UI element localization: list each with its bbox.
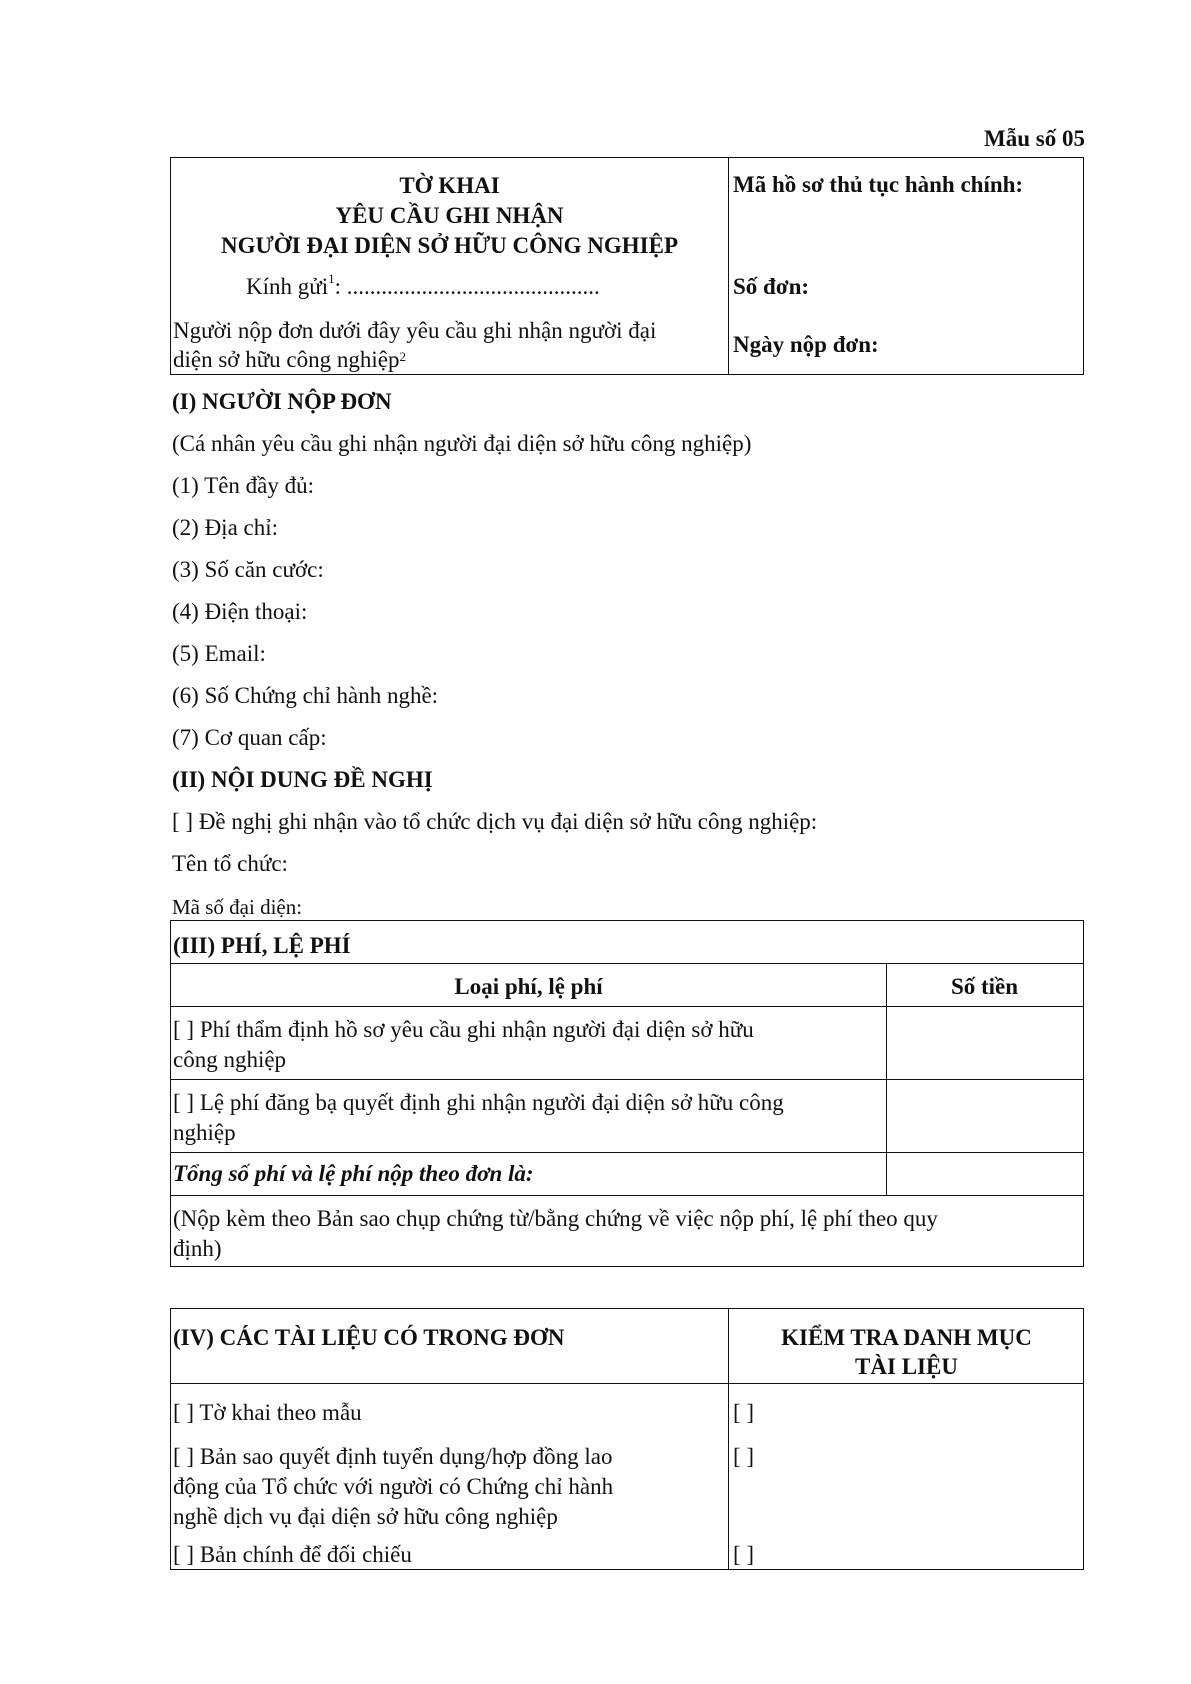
fee-note-line-2: định) [173, 1236, 222, 1261]
addressee-line [246, 271, 600, 300]
field-id-number: (3) Số căn cước: [172, 557, 324, 582]
request-text [173, 316, 656, 374]
header-box [170, 157, 1084, 375]
field-address: (2) Địa chỉ: [172, 515, 279, 540]
fee-note-line-1: (Nộp kèm theo Bản sao chụp chứng từ/bằng chứng về việc nộp phí, lệ phí theo quy [173, 1206, 938, 1231]
addressee-footnote: 1 [328, 271, 335, 286]
field-phone: (4) Điện thoại: [172, 599, 308, 624]
title-line-1: TỜ KHAI [399, 173, 500, 198]
fee-row-1-line-1: [ ] Phí thẩm định hồ sơ yêu cầu ghi nhận người đại diện sở hữu [173, 1017, 754, 1042]
section1-note: (Cá nhân yêu cầu ghi nhận người đại diện sở hữu công nghiệp) [172, 431, 752, 456]
section3-title: (III) PHÍ, LỆ PHÍ [173, 933, 351, 958]
check-title-line-2: TÀI LIỆU [855, 1354, 958, 1379]
addressee-label: Kính gửi [246, 274, 329, 299]
fee-row-2-line-1: [ ] Lệ phí đăng bạ quyết định ghi nhận người đại diện sở hữu công [173, 1090, 784, 1115]
application-no-label: Số đơn: [733, 274, 810, 299]
field-issuing-authority: (7) Cơ quan cấp: [172, 725, 327, 750]
section2-title: (II) NỘI DUNG ĐỀ NGHỊ [172, 767, 433, 792]
documents-table [170, 1308, 1084, 1570]
addressee-dots: : ............................................ [334, 274, 600, 299]
documents-list [171, 1383, 1083, 1571]
total-fee-label: Tổng số phí và lệ phí nộp theo đơn là: [173, 1161, 534, 1186]
section2-option: [ ] Đề nghị ghi nhận vào tổ chức dịch vụ đại diện sở hữu công nghiệp: [172, 809, 818, 834]
org-name-label: Tên tổ chức: [172, 851, 288, 876]
fee-row-appraisal [171, 1006, 1083, 1079]
check-title-line-1: KIỂM TRA DANH MỤC [781, 1325, 1032, 1350]
title-line-2: YÊU CẦU GHI NHẬN [335, 203, 564, 228]
doc-check-form: [ ] [733, 1400, 755, 1425]
doc-check-contract: [ ] [733, 1444, 755, 1469]
request-line-1: Người nộp đơn dưới đây yêu cầu ghi nhận người đại [173, 318, 657, 343]
header-divider [728, 158, 729, 374]
rep-code-label: Mã số đại diện: [172, 895, 303, 919]
fee-table [170, 920, 1084, 1267]
doc-check-original: [ ] [733, 1542, 755, 1567]
form-number: Mẫu số 05 [984, 126, 1085, 151]
field-certificate-no: (6) Số Chứng chỉ hành nghề: [172, 683, 439, 708]
request-line-2: diện sở hữu công nghiệp [173, 347, 400, 372]
doc-item-form: [ ] Tờ khai theo mẫu [173, 1400, 362, 1425]
fee-row-2-line-2: nghiệp [173, 1120, 236, 1145]
filing-date-label: Ngày nộp đơn: [733, 332, 879, 357]
fee-row-total [171, 1152, 1083, 1195]
col-fee-type: Loại phí, lệ phí [454, 974, 603, 999]
doc-item-contract-line-2: động của Tổ chức với người có Chứng chỉ hành [173, 1474, 614, 1499]
fee-row-1-line-2: công nghiệp [173, 1047, 287, 1072]
doc-item-contract-line-3: nghề dịch vụ đại diện sở hữu công nghiệp [173, 1504, 558, 1529]
doc-item-contract-line-1: [ ] Bản sao quyết định tuyển dụng/hợp đồng lao [173, 1444, 613, 1469]
request-footnote: 2 [399, 349, 406, 364]
doc-item-original: [ ] Bản chính để đối chiếu [173, 1542, 412, 1567]
section4-title: (IV) CÁC TÀI LIỆU CÓ TRONG ĐƠN [173, 1325, 565, 1350]
fee-row-registration [171, 1079, 1083, 1152]
fee-note-row [171, 1195, 1083, 1268]
col-amount: Số tiền [950, 974, 1019, 999]
title-line-3: NGƯỜI ĐẠI DIỆN SỞ HỮU CÔNG NGHIỆP [220, 233, 679, 258]
admin-code-label: Mã hồ sơ thủ tục hành chính: [733, 172, 1024, 197]
field-email: (5) Email: [172, 641, 266, 666]
section1-title: (I) NGƯỜI NỘP ĐƠN [172, 389, 392, 414]
field-full-name: (1) Tên đầy đủ: [172, 473, 315, 498]
